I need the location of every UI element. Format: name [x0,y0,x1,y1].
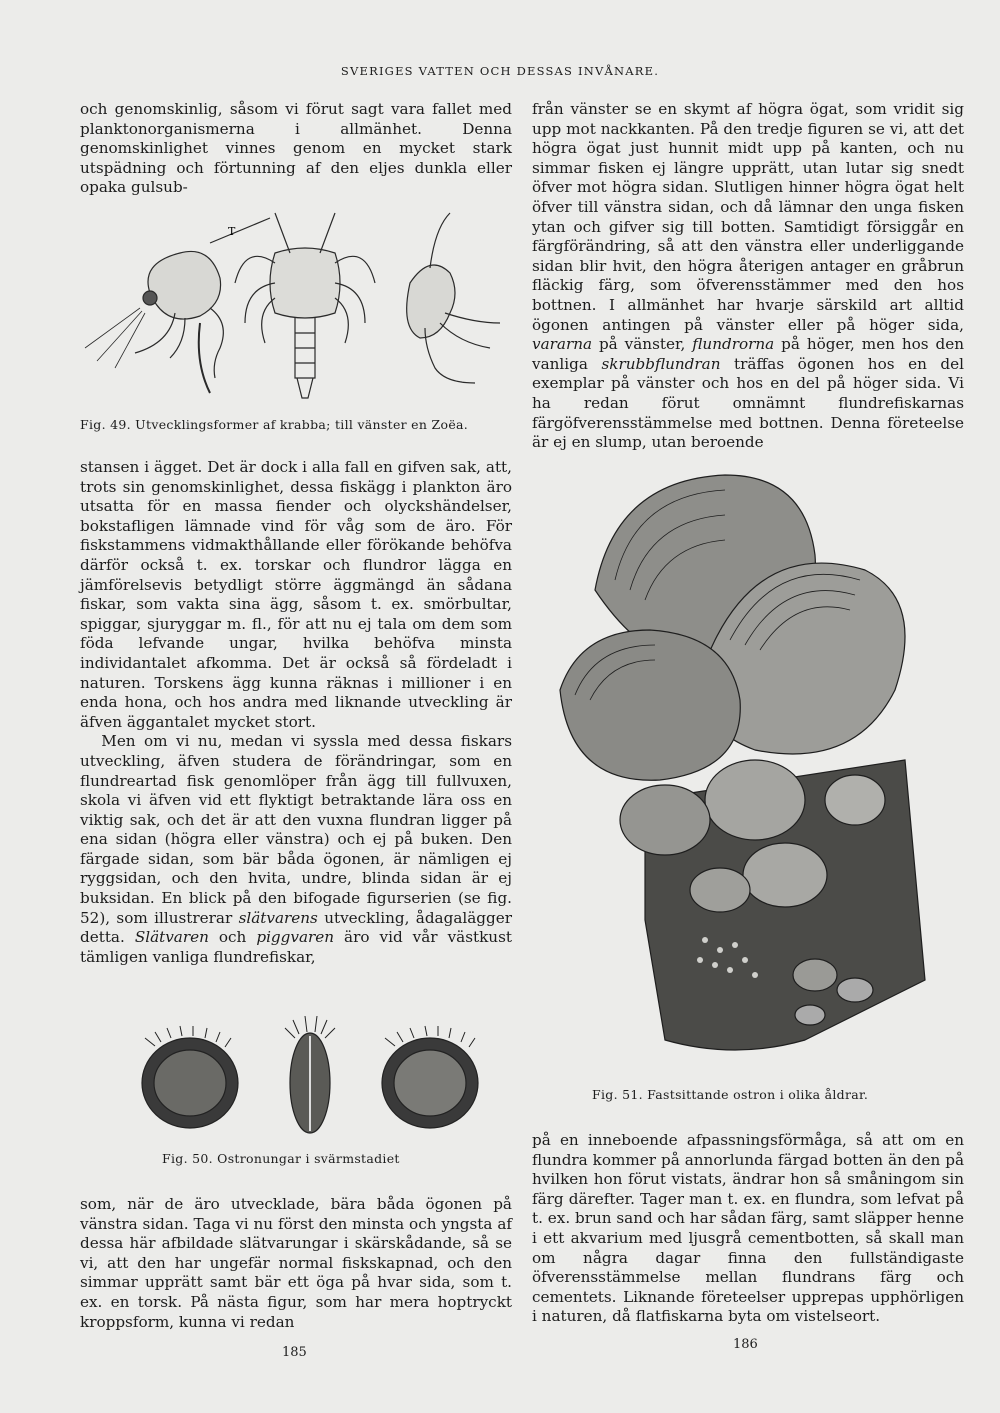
crab-side-view-drawing [407,213,500,383]
left-paragraph-2: stansen i ägget. Det är dock i alla fall en gifven sak, att, trots sin genomskinlighet, dessa fiskägg i plankton äro utsatta för en massa fiender och olyckshändelser, bokstafligen lämnade vind för våg som de äro. För fiskstammens vidmakthållande eller förökande behöfva därför också t. ex. torskar och flundror lägga en jämförelsevis betydligt större äggmängd än sådana fiskar, som vakta sina ägg, såsom t. ex. smörbultar, spiggar, sjuryggar m. fl., för att nu ej tala om dem som föda lefvande ungar, hvilka behöfva minsta individantalet afkomma. Det är också så fördeladt i naturen. Torskens ägg kunna räknas i millioner i en enda hona, och hos andra med liknande utveckling är äfven äggantalet mycket stort. [80,458,512,731]
right-column-bottom [532,1131,964,1327]
running-head: SVERIGES VATTEN OCH DESSAS INVÅNARE. [340,64,660,78]
figure-49-label-t: T [228,225,236,238]
left-column-top [80,100,512,198]
left-column-middle [80,458,512,967]
page-number-right: 186 [733,1337,758,1352]
page-number-left: 185 [282,1345,307,1360]
left-paragraph-1: och genomskinlig, såsom vi förut sagt vara fallet med planktonorganismerna i allmänhet. Denna genomskinlighet vinnes genom en mycket stark utspädning och förtunning af den eljes dunkla eller opaka gulsub- [80,100,512,197]
megalopa-drawing [235,213,375,398]
zoea-larva-drawing [85,218,270,393]
left-paragraph-4: som, när de äro utvecklade, bära båda ögonen på vänstra sidan. Taga vi nu först den minsta och yngsta af dessa här afbildade slätvarungar i skärskådande, så se vi, att den har ungefär normal fiskskapnad, och den simmar upprätt samt bär ett öga på hvar sida, som t. ex. en torsk. På nästa figur, som har mera hoptryckt kroppsform, kunna vi redan [80,1195,512,1331]
right-paragraph-2: på en inneboende afpassningsförmåga, så att om en flundra kommer på annorlunda färgad botten än den på hvilken hon förut vistats, ändrar hon så småningom sin färg därefter. Tager man t. ex. en flundra, som lefvat på t. ex. brun sand och har sådan färg, samt släpper henne i ett akvarium med ljusgrå cementbotten, så skall man om några dagar finna den fullständigaste öfverensstämmelse mellan flundrans färg och cementets. Liknande företeelser upprepas upphörligen i naturen, då flatfiskarna byta om vistelseort. [532,1131,964,1326]
figure-50-caption: Fig. 50. Ostronungar i svärmstadiet [162,1151,400,1166]
right-column-top [532,100,964,453]
figure-51-oysters-illustration [555,470,955,1080]
figure-50-oyster-larvae-illustration [135,1008,495,1138]
left-paragraph-3: Men om vi nu, medan vi syssla med dessa fiskars utveckling, äfven studera de förändringar, som en flundreartad fisk genomlöper från ägg till fullvuxen, skola vi äfven vid ett flyktigt betraktande lära oss en viktig sak, och det är att den vuxna flundran ligger på ena sidan (högra eller vänstra) och ej på buken. Den färgade sidan, som bär båda ögonen, är nämligen ej ryggsidan, och den hvita, undre, blinda sidan är ej buksidan. En blick på den bifogade figurserien (se fig. 52), som illustrerar slätvarens utveckling, ådagalägger detta. Slätvaren och piggvaren äro vid vår västkust tämligen vanliga flundrefiskar, [80,732,512,966]
figure-49-crab-illustration [80,193,520,408]
figure-49-caption: Fig. 49. Utvecklingsformer af krabba; till vänster en Zoëa. [80,417,469,432]
left-column-bottom [80,1195,512,1332]
right-paragraph-1: från vänster se en skymt af högra ögat, som vridit sig upp mot nackkanten. På den tredje figuren se vi, att det högra ögat just hunnit midt upp på kanten, och nu simmar fisken ej längre upprätt, utan lutar sig snedt öfver mot högra sidan. Slutligen hinner högra ögat helt öfver till vänstra sidan, och då lämnar den unga fisken ytan och gifver sig till botten. Samtidigt försiggår en färgförändring, så att den vänstra eller underliggande sidan blir hvit, den högra återigen antager en gråbrun fläckig färg, som öfverensstämmer med den hos bottnen. I allmänhet har hvarje särskild art alltid ögonen antingen på vänster eller på höger sida, vararna på vänster, flundrorna på höger, men hos den vanliga skrubbflundran träffas ögonen hos en del exemplar på vänster och hos en del på höger sida. Vi ha redan förut omnämnt flundrefiskarnas färgöfverensstämmelse med bottnen. Denna företeelse är ej en slump, utan beroende [532,100,964,452]
figure-51-caption: Fig. 51. Fastsittande ostron i olika åldrar. [592,1087,869,1102]
